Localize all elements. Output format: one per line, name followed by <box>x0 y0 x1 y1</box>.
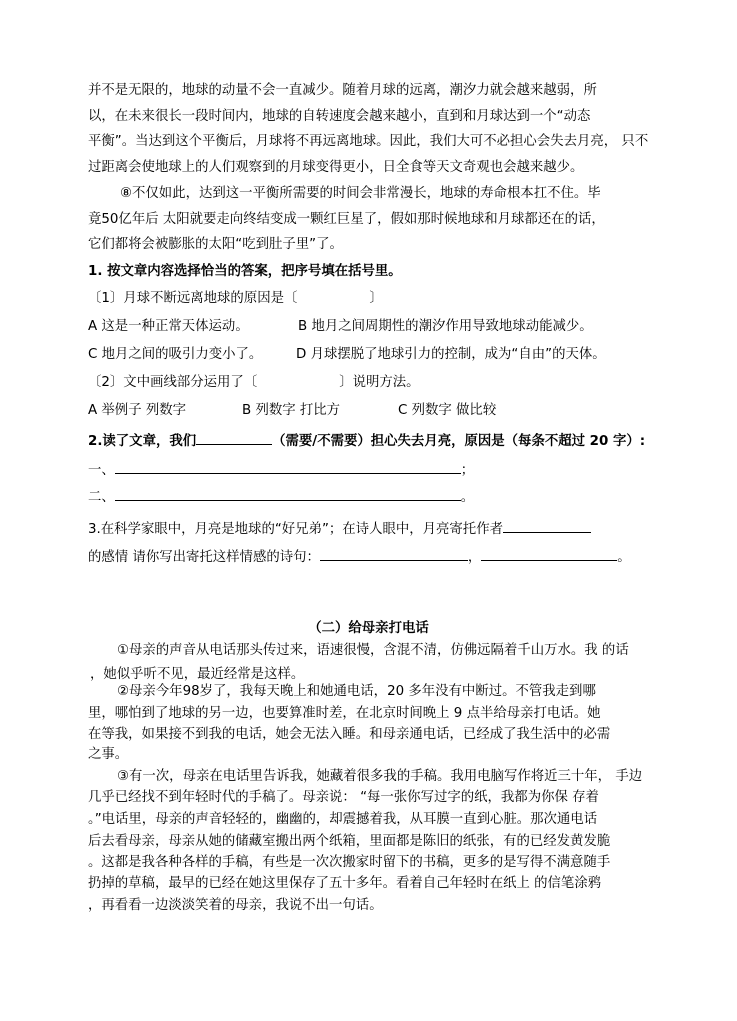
passage2-line: 里，哪怕到了地球的另一边，也要算准时差，在北京时间晚上 9 点半给母亲打电话。她 <box>88 706 601 721</box>
passage2-line: ，再看看一边淡淡笑着的母亲，我说不出一句话。 <box>88 898 383 913</box>
passage2-title: （二）给母亲打电话 <box>308 621 429 636</box>
question-2 <box>88 430 645 451</box>
passage2-line: ③有一次，母亲在电话里告诉我，她藏着很多我的手稿。我用电脑写作将近三十年， 手边 <box>117 769 643 784</box>
answer-blank[interactable] <box>196 430 272 445</box>
question-1-title: 1. 按文章内容选择恰当的答案，把序号填在括号里。 <box>88 264 402 279</box>
question-text: 〕说明方法。 <box>339 375 420 390</box>
passage1-line: 平衡”。当达到这个平衡后，月球将不再远离地球。因此，我们大可不必担心会失去月亮， 只不 <box>88 134 649 149</box>
option-C: C 列数字 做比较 <box>398 403 497 418</box>
answer-label: 二、 <box>88 490 115 505</box>
option-D: D 月球摆脱了地球引力的控制，成为“自由”的天体。 <box>296 347 606 362</box>
answer-blank[interactable] <box>320 546 468 561</box>
comma: ， <box>467 550 482 565</box>
question-text: 〔2〕文中画线部分运用了〔 <box>88 375 258 390</box>
question-1-2 <box>88 374 420 392</box>
option-B: B 地月之间周期性的潮汐作用导致地球动能减少。 <box>298 319 593 334</box>
passage2-line: 之事。 <box>88 747 129 762</box>
question-3-line2 <box>88 546 631 567</box>
passage2-line: 后去看母亲，母亲从她的储藏室搬出两个纸箱，里面都是陈旧的纸张，有的已经发黄发脆 <box>88 834 611 849</box>
answer-blank[interactable] <box>115 459 461 474</box>
option-B: B 列数字 打比方 <box>242 403 341 418</box>
passage2-line: ②母亲今年98岁了，我每天晚上和她通电话，20 多年没有中断过。不管我走到哪 <box>117 684 596 699</box>
passage2-line: ①母亲的声音从电话那头传过来，语速很慢，含混不清，仿佛远隔着千山万水。我 的话 <box>117 643 629 658</box>
option-A: A 举例子 列数字 <box>88 403 187 418</box>
answer-end: 。 <box>460 490 475 505</box>
passage1-line: 竟50亿年后 太阳就要走向终结变成一颗红巨星了，假如那时候地球和月球都还在的话， <box>88 212 605 227</box>
question-text: 2.读了文章，我们 <box>88 434 197 449</box>
passage2-line: 在等我，如果接不到我的电话，她会无法入睡。和母亲通电话，已经成了我生活中的必需 <box>88 727 611 742</box>
answer-line-2 <box>88 486 474 507</box>
passage2-line: 扔掉的草稿，最早的已经在她这里保存了五十多年。看着自己年轻时在纸上 的信笔涂鸦 <box>88 876 602 891</box>
period: 。 <box>617 550 631 565</box>
question-text: 的感情 请你写出寄托这样情感的诗句： <box>88 550 320 565</box>
passage1-line: 它们都将会被膨胀的太阳“吃到肚子里”了。 <box>88 237 343 252</box>
passage1-line: ⑧不仅如此，达到这一平衡所需要的时间会非常漫长，地球的寿命根本扛不住。毕 <box>120 186 601 201</box>
question-text: （需要/不需要）担心失去月亮，原因是（每条不超过 20 字）: <box>272 434 646 449</box>
question-text: 〔1〕月球不断远离地球的原因是〔 <box>88 291 298 306</box>
question-text: 3.在科学家眼中，月亮是地球的“好兄弟”；在诗人眼中，月亮寄托作者 <box>88 522 503 537</box>
passage2-line: ，她似乎听不见，最近经常是这样。 <box>90 667 305 682</box>
passage1-line: 以，在未来很长一段时间内，地球的自转速度会越来越小，直到和月球达到一个“动态 <box>88 109 591 124</box>
question-1-1 <box>88 290 383 308</box>
answer-end: ； <box>460 463 475 478</box>
option-A: A 这是一种正常天体运动。 <box>88 319 249 334</box>
answer-blank[interactable] <box>481 546 617 561</box>
passage2-line: 。这都是我各种各样的手稿，有些是一次次搬家时留下的书稿，更多的是写得不满意随手 <box>88 855 611 870</box>
passage2-line: 。”电话里，母亲的声音轻轻的，幽幽的，却震撼着我，从耳膜一直到心脏。那次通电话 <box>88 812 598 827</box>
answer-line-1 <box>88 459 474 480</box>
question-3 <box>88 518 591 539</box>
passage1-line: 并不是无限的，地球的动量不会一直减少。随着月球的远离，潮汐力就会越来越弱，所 <box>88 83 597 98</box>
question-text: 〕 <box>369 291 383 306</box>
option-C: C 地月之间的吸引力变小了。 <box>88 347 263 362</box>
answer-label: 一、 <box>88 463 115 478</box>
answer-blank[interactable] <box>115 486 461 501</box>
answer-blank[interactable] <box>503 518 591 533</box>
passage1-line: 过距离会使地球上的人们观察到的月球变得更小，日全食等天文奇观也会越来越少。 <box>88 160 584 175</box>
passage2-line: 几乎已经找不到年轻时代的手稿了。母亲说： “每一张你写过字的纸，我都为你保 存着 <box>88 790 599 805</box>
